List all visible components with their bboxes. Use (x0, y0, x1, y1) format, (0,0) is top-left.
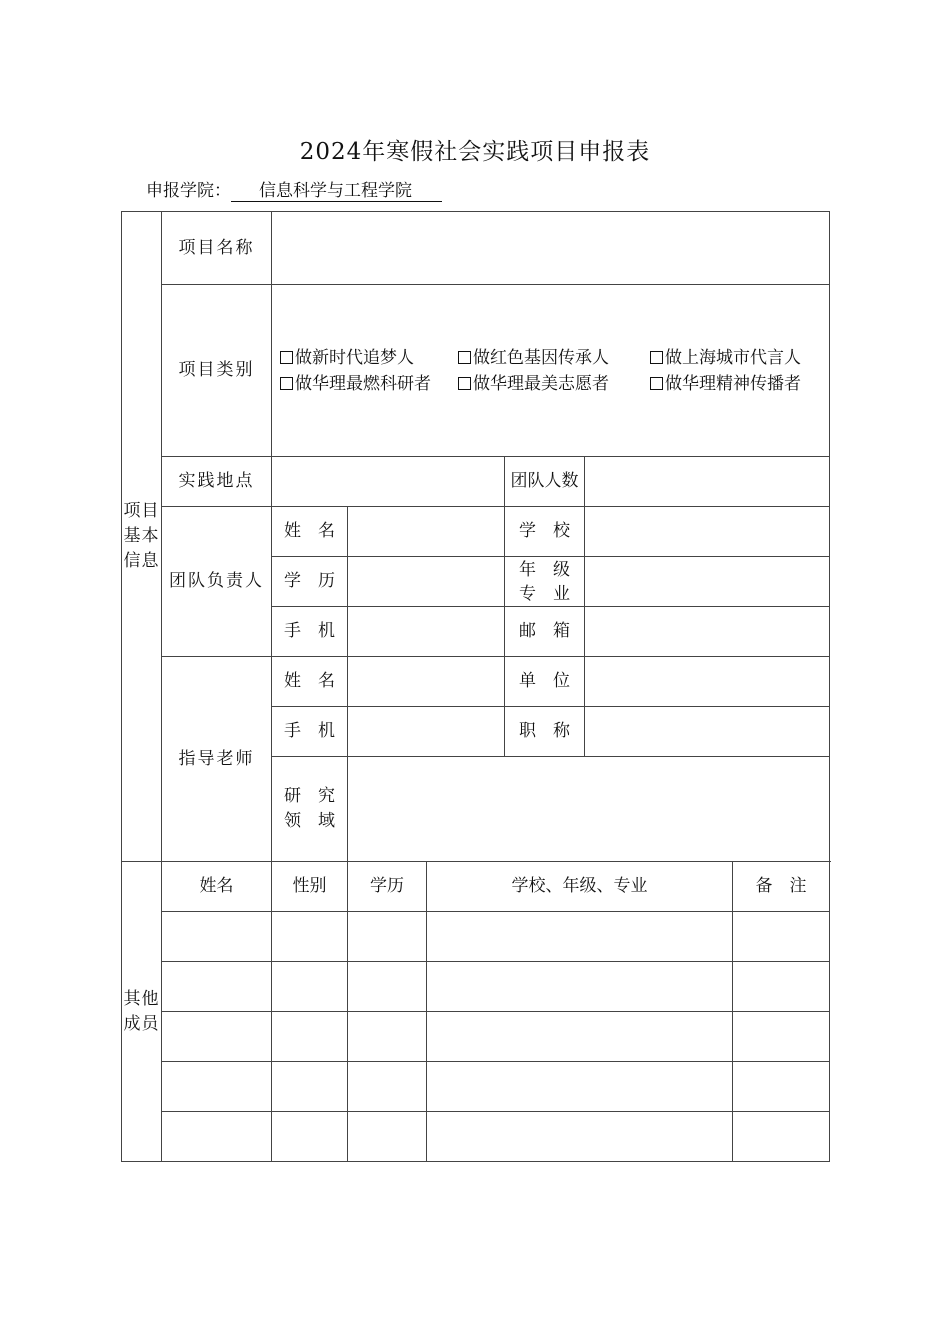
advisor-phone-label (272, 707, 348, 757)
advisor-research-label (272, 757, 348, 862)
leader-grade-text: 年 级 (519, 559, 570, 580)
member-cell[interactable] (162, 912, 272, 962)
leader-grade-major-label (505, 557, 585, 607)
checkbox-icon[interactable] (280, 351, 293, 364)
category-option[interactable] (458, 345, 650, 371)
member-cell[interactable] (348, 1112, 427, 1162)
advisor-name-field[interactable] (348, 657, 505, 707)
advisor-research-field[interactable] (348, 757, 830, 862)
table-row (122, 962, 830, 1012)
advisor-phone-text: 手 机 (284, 721, 335, 741)
leader-grade-major-field[interactable] (585, 557, 830, 607)
leader-name-field[interactable] (348, 507, 505, 557)
leader-education-label (272, 557, 348, 607)
location-field[interactable] (272, 457, 505, 507)
advisor-research-text: 研 究 (284, 786, 335, 806)
category-label: 做新时代追梦人 (295, 347, 414, 368)
college-label: 申报学院： (146, 181, 231, 201)
leader-name-text: 姓 名 (284, 521, 335, 541)
member-cell[interactable] (427, 962, 733, 1012)
project-name-label: 项目名称 (162, 212, 272, 285)
application-form-table (121, 211, 830, 862)
advisor-title-field[interactable] (585, 707, 830, 757)
member-cell[interactable] (427, 912, 733, 962)
leader-school-field[interactable] (585, 507, 830, 557)
member-cell[interactable] (162, 962, 272, 1012)
college-value[interactable]: 信息科学与工程学院 (231, 176, 442, 202)
advisor-phone-field[interactable] (348, 707, 505, 757)
advisor-unit-label (505, 657, 585, 707)
member-col-name: 姓名 (162, 862, 272, 912)
category-label: 做华理精神传播者 (665, 373, 801, 394)
advisor-unit-text: 单 位 (519, 671, 570, 691)
leader-phone-field[interactable] (348, 607, 505, 657)
member-cell[interactable] (272, 1112, 348, 1162)
advisor-name-text: 姓 名 (284, 671, 335, 691)
checkbox-icon[interactable] (650, 351, 663, 364)
page-title: 2024年寒假社会实践项目申报表 (299, 139, 651, 165)
member-col-remark: 备 注 (733, 862, 830, 912)
advisor-unit-field[interactable] (585, 657, 830, 707)
project-category-label: 项目类别 (162, 285, 272, 457)
category-label: 做华理最美志愿者 (473, 373, 609, 394)
member-cell[interactable] (733, 1062, 830, 1112)
member-cell[interactable] (733, 1012, 830, 1062)
college-line (146, 176, 442, 202)
member-cell[interactable] (272, 1012, 348, 1062)
leader-name-label (272, 507, 348, 557)
member-cell[interactable] (733, 962, 830, 1012)
checkbox-icon[interactable] (650, 377, 663, 390)
section-line: 项目 (123, 501, 160, 521)
category-option[interactable] (650, 345, 801, 371)
checkbox-icon[interactable] (458, 377, 471, 390)
advisor-label: 指导老师 (162, 657, 272, 862)
table-row (122, 912, 830, 962)
basic-info-section (122, 212, 162, 862)
member-cell[interactable] (272, 1062, 348, 1112)
section-line: 其他 (123, 988, 160, 1009)
leader-email-text: 邮 箱 (519, 621, 570, 641)
category-option[interactable] (280, 345, 458, 371)
advisor-name-label (272, 657, 348, 707)
members-header-row (122, 862, 830, 912)
table-row (122, 1112, 830, 1162)
member-cell[interactable] (733, 912, 830, 962)
member-cell[interactable] (427, 1112, 733, 1162)
category-option[interactable] (650, 371, 801, 397)
category-option[interactable] (458, 371, 650, 397)
category-label: 做红色基因传承人 (473, 347, 609, 368)
member-cell[interactable] (272, 912, 348, 962)
member-col-gender: 性别 (272, 862, 348, 912)
leader-phone-text: 手 机 (284, 621, 335, 641)
member-cell[interactable] (427, 1062, 733, 1112)
category-label: 做华理最燃科研者 (295, 373, 431, 394)
team-size-field[interactable] (585, 457, 830, 507)
section-line: 信息 (123, 551, 160, 571)
advisor-title-text: 职 称 (519, 721, 570, 741)
member-cell[interactable] (427, 1012, 733, 1062)
leader-email-field[interactable] (585, 607, 830, 657)
members-section (122, 862, 162, 1162)
advisor-field-text: 领 域 (284, 811, 335, 831)
leader-education-text: 学 历 (284, 571, 335, 591)
leader-label: 团队负责人 (162, 507, 272, 657)
leader-school-text: 学 校 (519, 521, 570, 541)
leader-education-field[interactable] (348, 557, 505, 607)
leader-phone-label (272, 607, 348, 657)
member-cell[interactable] (162, 1062, 272, 1112)
member-cell[interactable] (348, 962, 427, 1012)
member-cell[interactable] (733, 1112, 830, 1162)
member-cell[interactable] (162, 1012, 272, 1062)
leader-email-label (505, 607, 585, 657)
checkbox-icon[interactable] (458, 351, 471, 364)
category-label: 做上海城市代言人 (665, 347, 801, 368)
project-name-field[interactable] (272, 212, 830, 285)
member-cell[interactable] (348, 1062, 427, 1112)
table-row (122, 1062, 830, 1112)
leader-major-text: 专 业 (519, 583, 570, 604)
advisor-title-label (505, 707, 585, 757)
members-table (121, 861, 830, 1162)
location-label: 实践地点 (162, 457, 272, 507)
member-cell[interactable] (348, 912, 427, 962)
project-category-options (272, 285, 830, 457)
team-size-label: 团队人数 (505, 457, 585, 507)
member-cell[interactable] (162, 1112, 272, 1162)
leader-school-label (505, 507, 585, 557)
member-col-education: 学历 (348, 862, 427, 912)
category-option[interactable] (280, 371, 458, 397)
member-cell[interactable] (348, 1012, 427, 1062)
section-line: 成员 (123, 1013, 160, 1034)
member-cell[interactable] (272, 962, 348, 1012)
member-col-school: 学校、年级、专业 (427, 862, 733, 912)
section-line: 基本 (123, 526, 160, 546)
table-row (122, 1012, 830, 1062)
checkbox-icon[interactable] (280, 377, 293, 390)
